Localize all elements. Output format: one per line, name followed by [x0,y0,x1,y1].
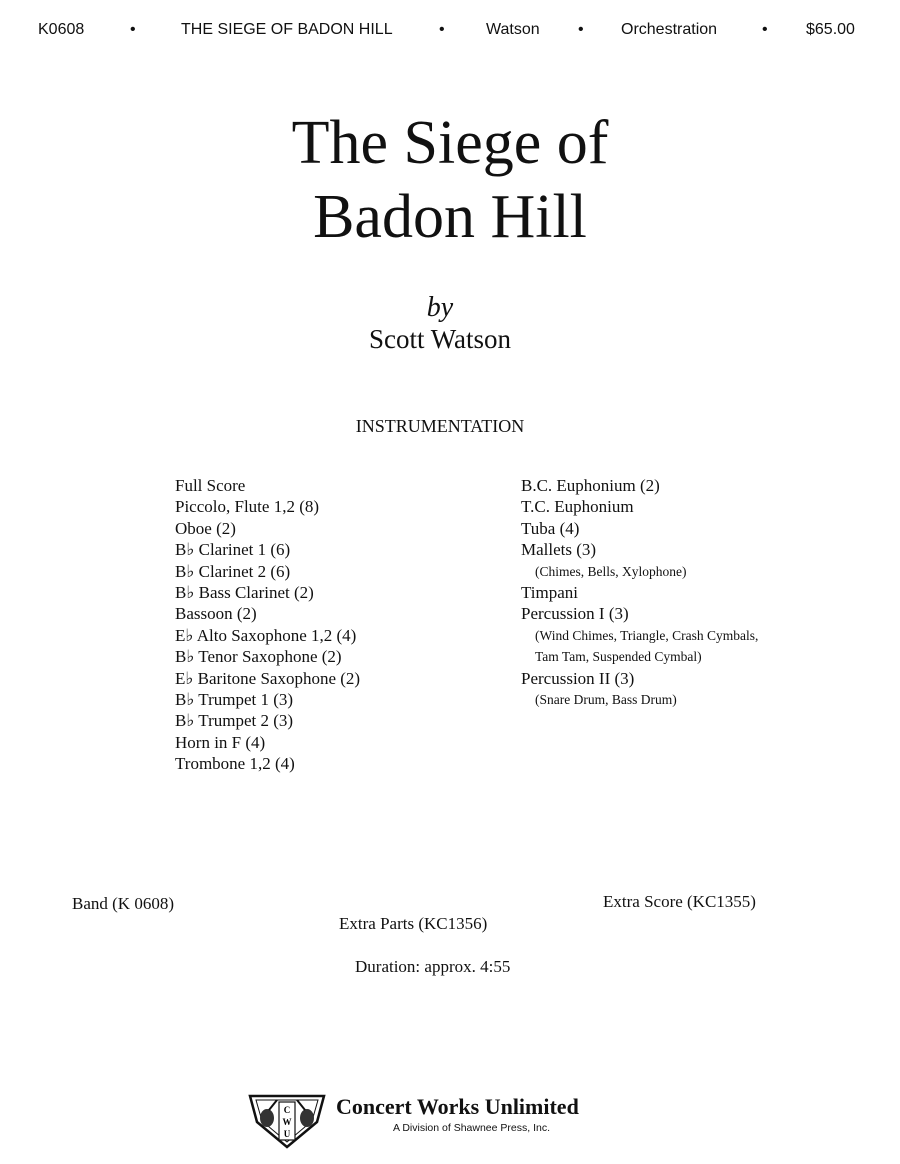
header-title: THE SIEGE OF BADON HILL [181,21,393,38]
instrument-item: Full Score [175,476,246,495]
publisher-division: A Division of Shawnee Press, Inc. [393,1122,550,1134]
page-title [0,106,900,254]
separator-dot: • [578,21,584,38]
header-composer: Watson [486,21,540,38]
catalog-code: K0608 [38,21,85,38]
separator-dot: • [130,21,136,38]
instrument-item: B.C. Euphonium (2) [521,476,660,495]
instrument-note: (Chimes, Bells, Xylophone) [535,563,687,579]
instrument-item: Mallets (3) [521,540,597,560]
instrument-item: B♭ Tenor Saxophone (2) [175,647,342,667]
instrument-item: Percussion I (3) [521,604,629,624]
logo-letter: W [282,1117,292,1127]
instrument-item: E♭ Baritone Saxophone (2) [175,668,361,688]
instrument-note: (Snare Drum, Bass Drum) [535,691,677,707]
instrument-item: B♭ Clarinet 1 (6) [175,540,291,560]
instrument-item: E♭ Alto Saxophone 1,2 (4) [175,625,357,645]
instrument-item: B♭ Trumpet 2 (3) [175,711,294,731]
publisher-logo-icon [247,1092,327,1150]
author-name: Scott Watson [368,324,512,354]
header-price: $65.00 [806,21,855,38]
instrument-item: Trombone 1,2 (4) [175,754,295,774]
title-line-2: Badon Hill [313,183,587,251]
instrument-list-right [521,475,758,710]
instrumentation-heading: INSTRUMENTATION [355,416,525,436]
instrument-item: Horn in F (4) [175,732,266,752]
title-line-1: The Siege of [291,109,609,177]
header-category: Orchestration [621,21,718,38]
instrument-item: T.C. Euphonium [521,497,634,517]
instrument-item: Piccolo, Flute 1,2 (8) [175,497,320,517]
instrument-note: Tam Tam, Suspended Cymbal) [535,649,702,665]
byline: by [426,292,454,323]
instrument-note: (Wind Chimes, Triangle, Crash Cymbals, [535,627,759,643]
instrument-item: Bassoon (2) [175,604,257,624]
logo-letter: C [283,1105,291,1115]
instrument-item: Timpani [521,582,579,602]
extra-parts-product: Extra Parts (KC1356) [339,914,488,933]
extra-score-product: Extra Score (KC1355) [603,892,756,911]
instrument-item: Tuba (4) [521,518,580,538]
publisher-name: Concert Works Unlimited [336,1094,579,1119]
instrument-item: B♭ Trumpet 1 (3) [175,689,294,709]
instrument-item: Oboe (2) [175,518,236,538]
duration: Duration: approx. 4:55 [355,957,511,976]
instrument-list-left [175,475,360,774]
separator-dot: • [439,21,445,38]
logo-letter: U [283,1129,291,1139]
instrument-item: B♭ Bass Clarinet (2) [175,582,314,602]
instrument-item: B♭ Clarinet 2 (6) [175,561,291,581]
band-product: Band (K 0608) [72,894,174,913]
separator-dot: • [762,21,768,38]
instrument-item: Percussion II (3) [521,668,635,688]
